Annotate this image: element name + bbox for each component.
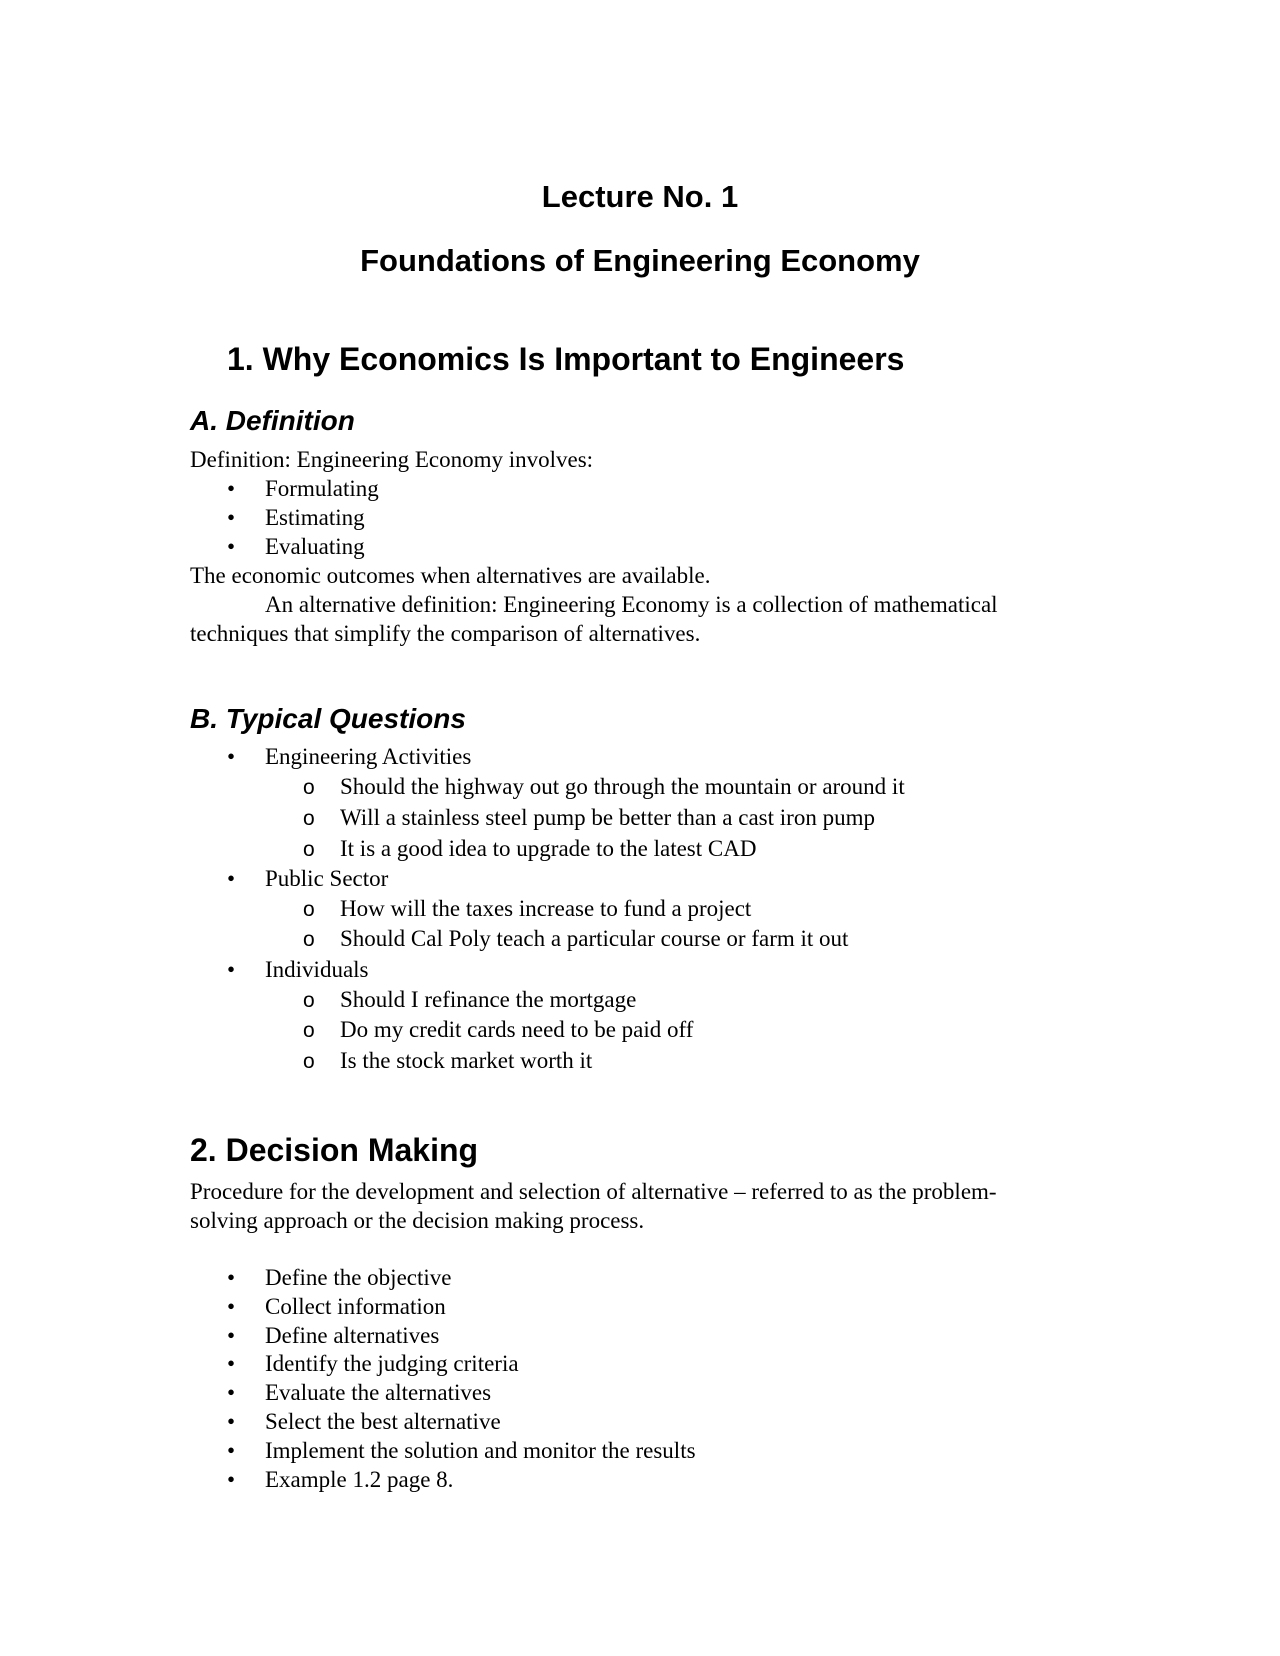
question-item: Should the highway out go through the mountain or around it [340, 774, 905, 799]
bullet-icon: • [227, 957, 236, 982]
bullet-icon: • [227, 1294, 236, 1319]
bullet-icon: • [227, 1265, 236, 1290]
sub-bullet-icon: o [303, 838, 315, 861]
lecture-number-title: Lecture No. 1 [541, 179, 739, 214]
bullet-icon: • [227, 1380, 236, 1405]
lecture-subtitle: Foundations of Engineering Economy [360, 243, 920, 278]
section-2-heading: 2. Decision Making [190, 1132, 479, 1168]
sub-bullet-icon: o [303, 807, 315, 830]
bullet-icon: • [227, 744, 236, 769]
question-item: Should Cal Poly teach a particular course or farm it out [340, 926, 849, 951]
bullet-icon: • [227, 1438, 236, 1463]
decision-paragraph-line-1: Procedure for the development and selection of alternative – referred to as the problem- [190, 1179, 997, 1204]
sub-bullet-icon: o [303, 989, 315, 1012]
list-item-text: Formulating [265, 476, 379, 501]
list-item-text: Collect information [265, 1294, 446, 1319]
question-item: It is a good idea to upgrade to the latest CAD [340, 836, 757, 861]
question-group-label: Public Sector [265, 866, 389, 891]
alternative-definition-line-2: techniques that simplify the comparison of alternatives. [190, 621, 701, 646]
list-item-text: Define alternatives [265, 1323, 440, 1348]
list-item-text: Evaluating [265, 534, 365, 559]
list-item-text: Evaluate the alternatives [265, 1380, 492, 1405]
list-item-text: Implement the solution and monitor the results [265, 1438, 696, 1463]
question-item: Will a stainless steel pump be better than a cast iron pump [340, 805, 875, 830]
definition-intro: Definition: Engineering Economy involves: [190, 447, 594, 472]
question-item: How will the taxes increase to fund a project [340, 896, 752, 921]
bullet-icon: • [227, 866, 236, 891]
list-item-text: Example 1.2 page 8. [265, 1467, 454, 1492]
bullet-icon: • [227, 534, 236, 559]
decision-paragraph-line-2: solving approach or the decision making process. [190, 1208, 645, 1233]
question-item: Should I refinance the mortgage [340, 987, 637, 1012]
sub-bullet-icon: o [303, 928, 315, 951]
question-group-label: Individuals [265, 957, 369, 982]
sub-bullet-icon: o [303, 898, 315, 921]
bullet-icon: • [227, 1323, 236, 1348]
sub-bullet-icon: o [303, 776, 315, 799]
list-item-text: Define the objective [265, 1265, 452, 1290]
list-item-text: Select the best alternative [265, 1409, 501, 1434]
question-group-label: Engineering Activities [265, 744, 472, 769]
question-item: Do my credit cards need to be paid off [340, 1017, 694, 1042]
list-item-text: Identify the judging criteria [265, 1351, 519, 1376]
question-item: Is the stock market worth it [340, 1048, 593, 1073]
sub-bullet-icon: o [303, 1050, 315, 1073]
section-1-heading: 1. Why Economics Is Important to Engineers [227, 341, 905, 377]
subsection-b-heading: B. Typical Questions [190, 703, 466, 734]
alternative-definition-line-1: An alternative definition: Engineering Economy is a collection of mathematical [265, 592, 998, 617]
subsection-a-heading: A. Definition [190, 405, 355, 436]
bullet-icon: • [227, 505, 236, 530]
definition-outcome-text: The economic outcomes when alternatives are available. [190, 563, 711, 588]
list-item-text: Estimating [265, 505, 365, 530]
bullet-icon: • [227, 1467, 236, 1492]
bullet-icon: • [227, 1409, 236, 1434]
bullet-icon: • [227, 476, 236, 501]
bullet-icon: • [227, 1351, 236, 1376]
sub-bullet-icon: o [303, 1019, 315, 1042]
